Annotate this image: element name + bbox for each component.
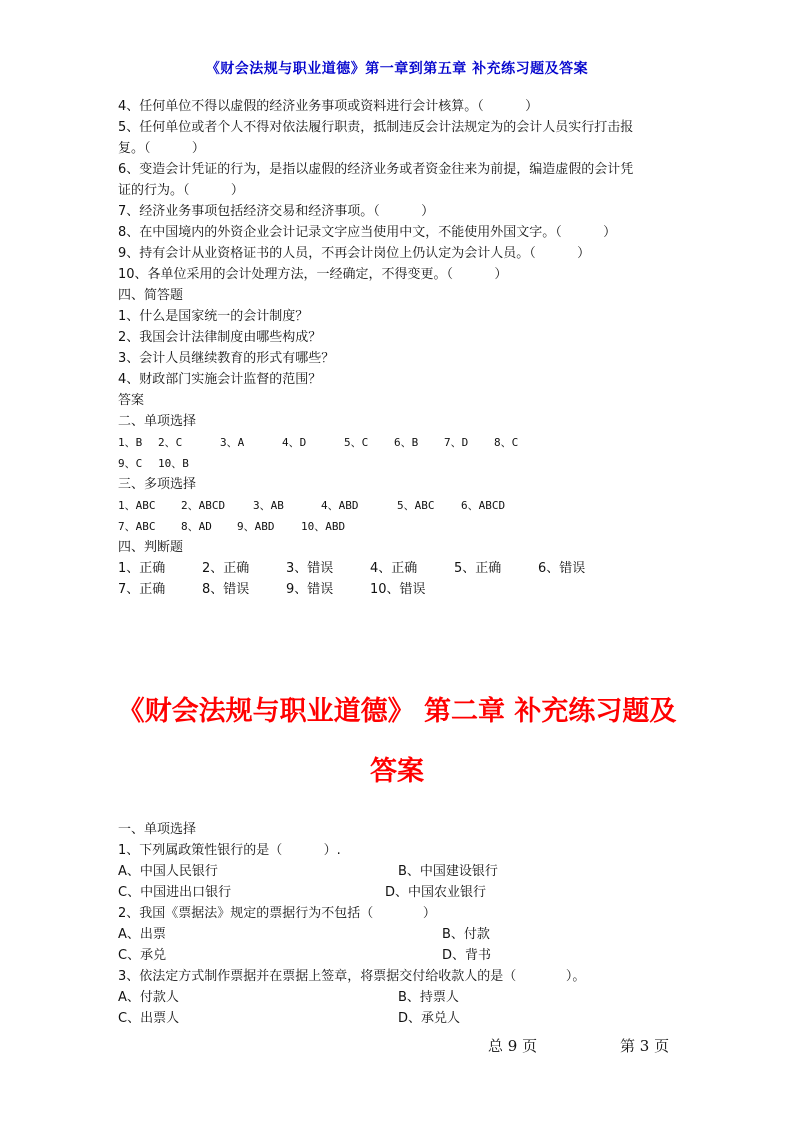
judge-item: 复。（ ） (118, 141, 205, 156)
answer: 3、AB (253, 499, 284, 512)
page-number: 第 3 页 (620, 1037, 670, 1055)
answer: 8、C (494, 436, 519, 449)
option-row (118, 945, 678, 966)
answer: 3、错误 (286, 561, 334, 576)
chapter-title-cont: 答案 (370, 756, 424, 787)
option: A、付款人 (118, 990, 179, 1005)
section-heading: 二、单项选择 (118, 414, 197, 429)
question-text: 2、我国《票据法》规定的票据行为不包括（ ） (118, 906, 436, 921)
answer: 7、正确 (118, 582, 166, 597)
answer: 4、正确 (370, 561, 418, 576)
answer: 9、C (118, 457, 143, 470)
answer: 2、正确 (202, 561, 250, 576)
answer: 8、错误 (202, 582, 250, 597)
answer-row (118, 579, 678, 600)
option: B、付款 (442, 927, 490, 942)
section-heading: 一、单项选择 (118, 822, 197, 837)
option-row (118, 861, 678, 882)
total-pages: 总 9 页 (488, 1037, 538, 1055)
answer: 6、B (394, 436, 419, 449)
question-text: 1、下列属政策性银行的是（ ）. (118, 843, 341, 858)
judge-item: 4、任何单位不得以虚假的经济业务事项或资料进行会计核算。（ ） (118, 99, 539, 114)
answer: 7、D (444, 436, 469, 449)
short-answer-item: 2、我国会计法律制度由哪些构成？ (118, 330, 322, 345)
answer: 10、错误 (370, 582, 426, 597)
answer: 2、ABCD (181, 499, 226, 512)
option: D、承兑人 (398, 1011, 461, 1026)
answer: 3、A (220, 436, 245, 449)
judge-item: 6、变造会计凭证的行为，是指以虚假的经济业务或者资金往来为前提，编造虚假的会计凭 (118, 162, 634, 177)
answer: 4、ABD (321, 499, 359, 512)
answer: 5、ABC (397, 499, 435, 512)
answer: 1、B (118, 436, 143, 449)
option: B、中国建设银行 (398, 864, 498, 879)
section-heading: 四、简答题 (118, 288, 184, 303)
option: A、中国人民银行 (118, 864, 218, 879)
answer-row (118, 432, 678, 453)
question-text: 3、依法定方式制作票据并在票据上签章，将票据交付给收款人的是（ ）。 (118, 969, 586, 984)
judge-item: 证的行为。（ ） (118, 183, 244, 198)
answer-row (118, 453, 678, 474)
option: C、出票人 (118, 1011, 180, 1026)
judge-item: 5、任何单位或者个人不得对依法履行职责，抵制违反会计法规定为的会计人员实行打击报 (118, 120, 634, 135)
short-answer-item: 3、会计人员继续教育的形式有哪些？ (118, 351, 335, 366)
option: D、中国农业银行 (385, 885, 487, 900)
option-row (118, 924, 678, 945)
page-header: 《财会法规与职业道德》第一章到第五章 补充练习题及答案 (205, 61, 589, 77)
option: D、背书 (442, 948, 492, 963)
answer-row (118, 495, 678, 516)
answer: 10、ABD (301, 520, 346, 533)
section-heading: 三、多项选择 (118, 477, 197, 492)
short-answer-item: 1、什么是国家统一的会计制度？ (118, 309, 309, 324)
option-row (118, 987, 678, 1008)
section-heading: 四、判断题 (118, 540, 184, 555)
short-answer-item: 4、财政部门实施会计监督的范围？ (118, 372, 322, 387)
option-row (118, 882, 678, 903)
option: A、出票 (118, 927, 166, 942)
answer: 5、C (344, 436, 369, 449)
answer: 6、ABCD (461, 499, 506, 512)
question-block (118, 96, 678, 600)
answer: 1、正确 (118, 561, 166, 576)
answer-row (118, 516, 678, 537)
option-row (118, 1008, 678, 1029)
judge-item: 9、持有会计从业资格证书的人员，不再会计岗位上仍认定为会计人员。（ ） (118, 246, 591, 261)
judge-item: 8、在中国境内的外资企业会计记录文字应当使用中文，不能使用外国文字。（ ） (118, 225, 617, 240)
answer: 9、错误 (286, 582, 334, 597)
answer-row (118, 558, 678, 579)
answer: 4、D (282, 436, 307, 449)
judge-item: 10、各单位采用的会计处理方法，一经确定，不得变更。（ ） (118, 267, 508, 282)
answers-heading: 答案 (118, 393, 145, 408)
answer: 9、ABD (237, 520, 275, 533)
answer: 5、正确 (454, 561, 502, 576)
answer: 7、ABC (118, 520, 156, 533)
option: C、承兑 (118, 948, 167, 963)
chapter-title: 《财会法规与职业道德》 第二章 补充练习题及 (117, 696, 677, 727)
answer: 8、AD (181, 520, 212, 533)
option: C、中国进出口银行 (118, 885, 232, 900)
chapter2-questions (118, 819, 678, 1029)
answer: 6、错误 (538, 561, 586, 576)
judge-item: 7、经济业务事项包括经济交易和经济事项。（ ） (118, 204, 435, 219)
option: B、持票人 (398, 990, 459, 1005)
answer: 1、ABC (118, 499, 156, 512)
answer: 2、C (158, 436, 183, 449)
answer: 10、B (158, 457, 189, 470)
